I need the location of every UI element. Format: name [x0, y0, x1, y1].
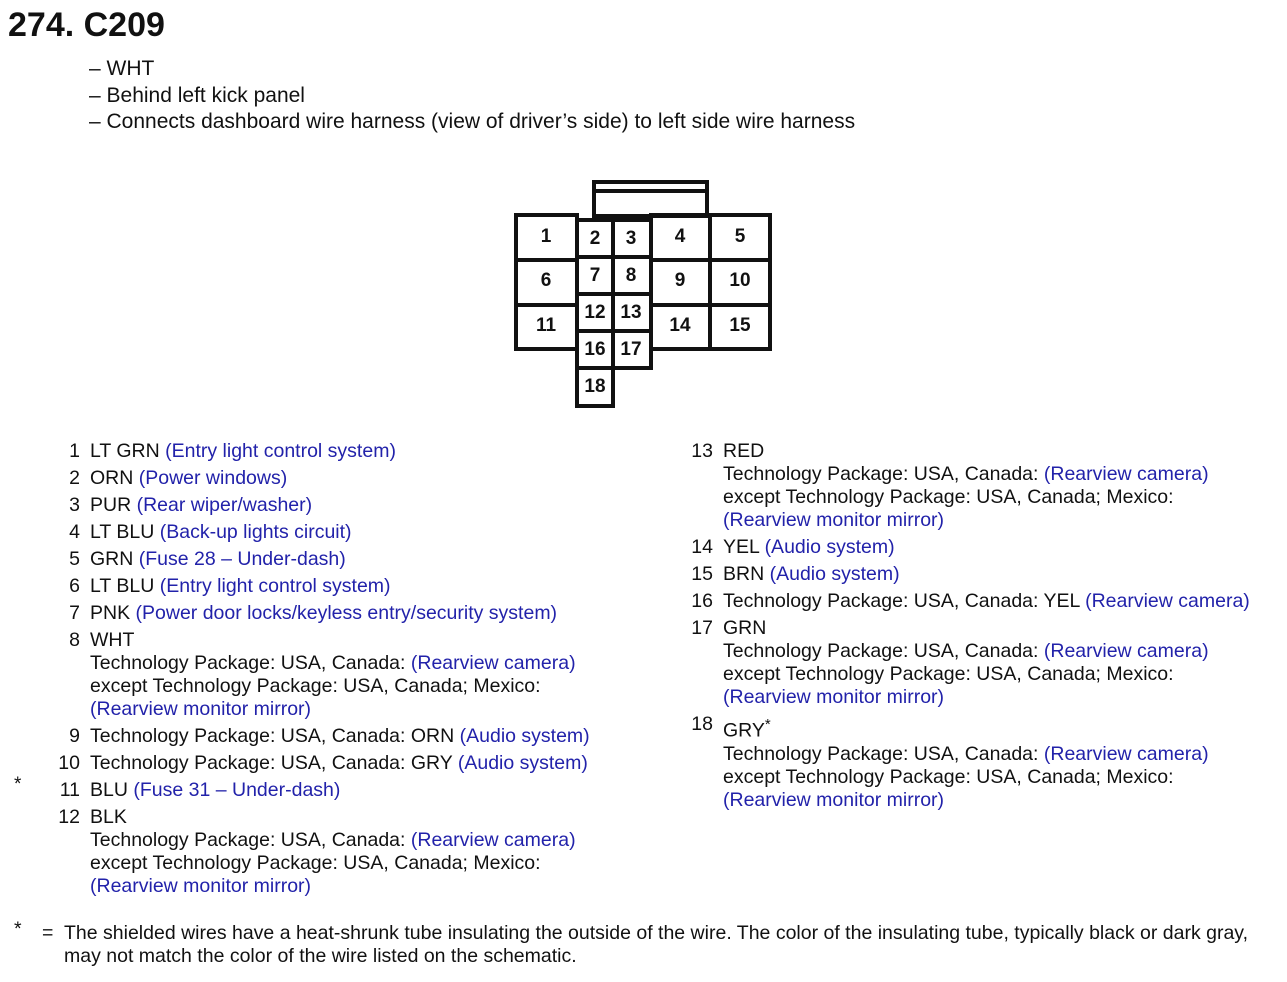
wire-description: except Technology Package: USA, Canada; Mexico:	[723, 663, 1174, 685]
circuit-reference: (Fuse 31 – Under-dash)	[133, 779, 341, 801]
pin-5: 5	[734, 226, 746, 247]
pin-entry-4	[57, 521, 677, 544]
wire-description: WHT	[90, 629, 135, 651]
pin-number: 6	[69, 575, 80, 597]
wire-description: Technology Package: USA, Canada: GRY	[90, 752, 458, 774]
pin-entry-18	[690, 713, 1285, 743]
circuit-reference: (Audio system)	[764, 536, 895, 558]
pin-entry-7	[57, 602, 677, 625]
page-title: 274. C209	[8, 6, 165, 44]
wire-description: Technology Package: USA, Canada:	[723, 640, 1044, 662]
pin-15: 15	[729, 315, 751, 336]
pin-entry-8-line	[57, 675, 677, 698]
circuit-reference: (Audio system)	[459, 725, 590, 747]
pin-entry-17-line	[690, 663, 1285, 686]
pin-2: 2	[589, 228, 601, 249]
wire-description: Technology Package: USA, Canada:	[90, 829, 411, 851]
circuit-reference: (Fuse 28 – Under-dash)	[138, 548, 346, 570]
pin-entry-17	[690, 617, 1285, 640]
pin-entry-12	[57, 806, 677, 829]
wire-description: Technology Package: USA, Canada:	[723, 742, 1044, 765]
connector-description	[89, 56, 855, 136]
connector-location: – Behind left kick panel	[89, 83, 305, 107]
circuit-reference: (Rear wiper/washer)	[136, 494, 313, 516]
pin-11: 11	[535, 315, 557, 336]
pin-entry-17-line	[690, 686, 1285, 709]
pin-entry-14	[690, 536, 1285, 559]
circuit-reference: (Rearview camera)	[1043, 463, 1209, 485]
pin-entry-10	[57, 752, 677, 775]
wire-description: BRN	[723, 563, 770, 585]
wire-description: GRN	[723, 617, 767, 639]
circuit-reference: (Rearview monitor mirror)	[723, 686, 945, 708]
pin-16: 16	[584, 339, 606, 360]
pin-9: 9	[674, 270, 686, 291]
wire-description: Technology Package: USA, Canada: ORN	[90, 725, 460, 747]
pin-entry-6	[57, 575, 677, 598]
pin-entry-18-line	[690, 766, 1285, 789]
pin-entry-1	[57, 440, 677, 463]
connector-connects: – Connects dashboard wire harness (view of driver’s side) to left side wire harness	[89, 110, 856, 133]
pin-17: 17	[620, 339, 642, 360]
circuit-reference: (Power door locks/keyless entry/security system)	[135, 602, 558, 624]
pin-number: 17	[691, 617, 713, 639]
pin-entry-8	[57, 629, 677, 652]
pin-entry-12-line	[57, 875, 677, 898]
pin-number: 11	[59, 779, 80, 801]
circuit-reference: (Entry light control system)	[159, 575, 391, 597]
wire-description: except Technology Package: USA, Canada; Mexico:	[723, 486, 1174, 508]
pin-entry-2	[57, 467, 677, 490]
wire-description: BLU	[90, 779, 134, 801]
pin-number: 12	[58, 806, 80, 828]
shielded-marker-pin-11: *	[14, 774, 22, 795]
pin-10: 10	[729, 270, 751, 291]
pin-entry-8-line	[57, 698, 677, 721]
pin-entry-18-line	[690, 743, 1285, 766]
footnote-equals: =	[42, 922, 54, 944]
pin-14: 14	[669, 315, 691, 336]
pin-list-right	[690, 440, 1285, 812]
pin-list-left	[57, 440, 677, 898]
pin-7: 7	[589, 265, 601, 286]
wire-description: LT BLU	[90, 575, 160, 597]
circuit-reference: (Rearview camera)	[1043, 640, 1209, 662]
circuit-reference: (Rearview camera)	[1043, 742, 1209, 765]
pin-entry-13	[690, 440, 1285, 463]
pin-entry-3	[57, 494, 677, 517]
pin-3: 3	[625, 228, 637, 249]
pin-number: 13	[691, 440, 713, 462]
pin-number: 5	[69, 548, 80, 570]
pin-number: 15	[691, 563, 713, 585]
pin-entry-18-line	[690, 789, 1285, 812]
wire-description: LT BLU	[90, 521, 160, 543]
wire-description: RED	[723, 440, 765, 462]
pin-entry-13-line	[690, 509, 1285, 532]
pin-entry-15	[690, 563, 1285, 586]
circuit-reference: (Rearview monitor mirror)	[723, 788, 945, 811]
wire-description: Technology Package: USA, Canada:	[90, 652, 411, 674]
circuit-reference: (Rearview camera)	[410, 829, 576, 851]
wire-description: YEL	[723, 536, 765, 558]
pin-entry-16	[690, 590, 1285, 613]
pin-number: 7	[69, 602, 80, 624]
pin-number: 3	[69, 494, 80, 516]
pin-entry-5	[57, 548, 677, 571]
circuit-reference: (Audio system)	[769, 563, 900, 585]
pin-entry-8-line	[57, 652, 677, 675]
circuit-reference: (Rearview monitor mirror)	[723, 509, 945, 531]
pin-13: 13	[620, 302, 642, 323]
pin-4: 4	[674, 226, 686, 247]
circuit-reference: (Rearview camera)	[410, 652, 576, 674]
pin-entry-12-line	[57, 852, 677, 875]
circuit-reference: (Rearview monitor mirror)	[90, 875, 312, 897]
pin-entry-11	[57, 779, 677, 802]
wire-description: GRN	[90, 548, 139, 570]
connector-color: – WHT	[89, 57, 155, 80]
wire-description: Technology Package: USA, Canada:	[723, 463, 1044, 485]
wire-description: LT GRN	[90, 440, 166, 462]
wire-description: PUR	[90, 494, 137, 516]
wire-description: ORN	[90, 467, 139, 489]
pin-1: 1	[540, 226, 552, 247]
pin-entry-12-line	[57, 829, 677, 852]
wire-description: except Technology Package: USA, Canada; Mexico:	[90, 675, 541, 697]
wire-description: GRY	[723, 719, 765, 742]
wire-description: except Technology Package: USA, Canada; Mexico:	[90, 852, 541, 874]
pin-number: 4	[69, 521, 80, 543]
circuit-reference: (Power windows)	[138, 467, 288, 489]
pin-entry-13-line	[690, 463, 1285, 486]
pin-number: 8	[69, 629, 80, 651]
footnote-text: The shielded wires have a heat-shrunk tube insulating the outside of the wire. The color of the insulating tube, typically black or dark gray, may not match the color of the wire listed on the schematic.	[64, 922, 1249, 967]
circuit-reference: (Rearview monitor mirror)	[90, 698, 312, 720]
pin-number: 10	[58, 752, 80, 774]
pin-number: 18	[691, 713, 713, 735]
pin-number: 9	[69, 725, 80, 747]
wire-description: except Technology Package: USA, Canada; Mexico:	[723, 765, 1174, 788]
wire-description: BLK	[90, 806, 127, 828]
wire-description: Technology Package: USA, Canada: YEL	[723, 590, 1086, 612]
pin-6: 6	[540, 270, 552, 291]
pin-12: 12	[584, 302, 606, 323]
wire-description: PNK	[90, 602, 136, 624]
circuit-reference: (Back-up lights circuit)	[159, 521, 352, 543]
pin-number: 2	[69, 467, 80, 489]
pin-number: 16	[691, 590, 713, 612]
circuit-reference: (Entry light control system)	[165, 440, 396, 462]
pin-number: 1	[69, 440, 80, 462]
connector-lock-tab	[594, 182, 707, 216]
pin-entry-13-line	[690, 486, 1285, 509]
shielded-marker: *	[764, 716, 771, 733]
pin-number: 14	[691, 536, 713, 558]
circuit-reference: (Rearview camera)	[1085, 590, 1250, 612]
pin-8: 8	[625, 265, 637, 286]
pin-18: 18	[584, 376, 606, 397]
pin-entry-9	[57, 725, 677, 748]
footnote-symbol: *	[14, 918, 22, 940]
circuit-reference: (Audio system)	[457, 752, 588, 774]
pin-entry-17-line	[690, 640, 1285, 663]
